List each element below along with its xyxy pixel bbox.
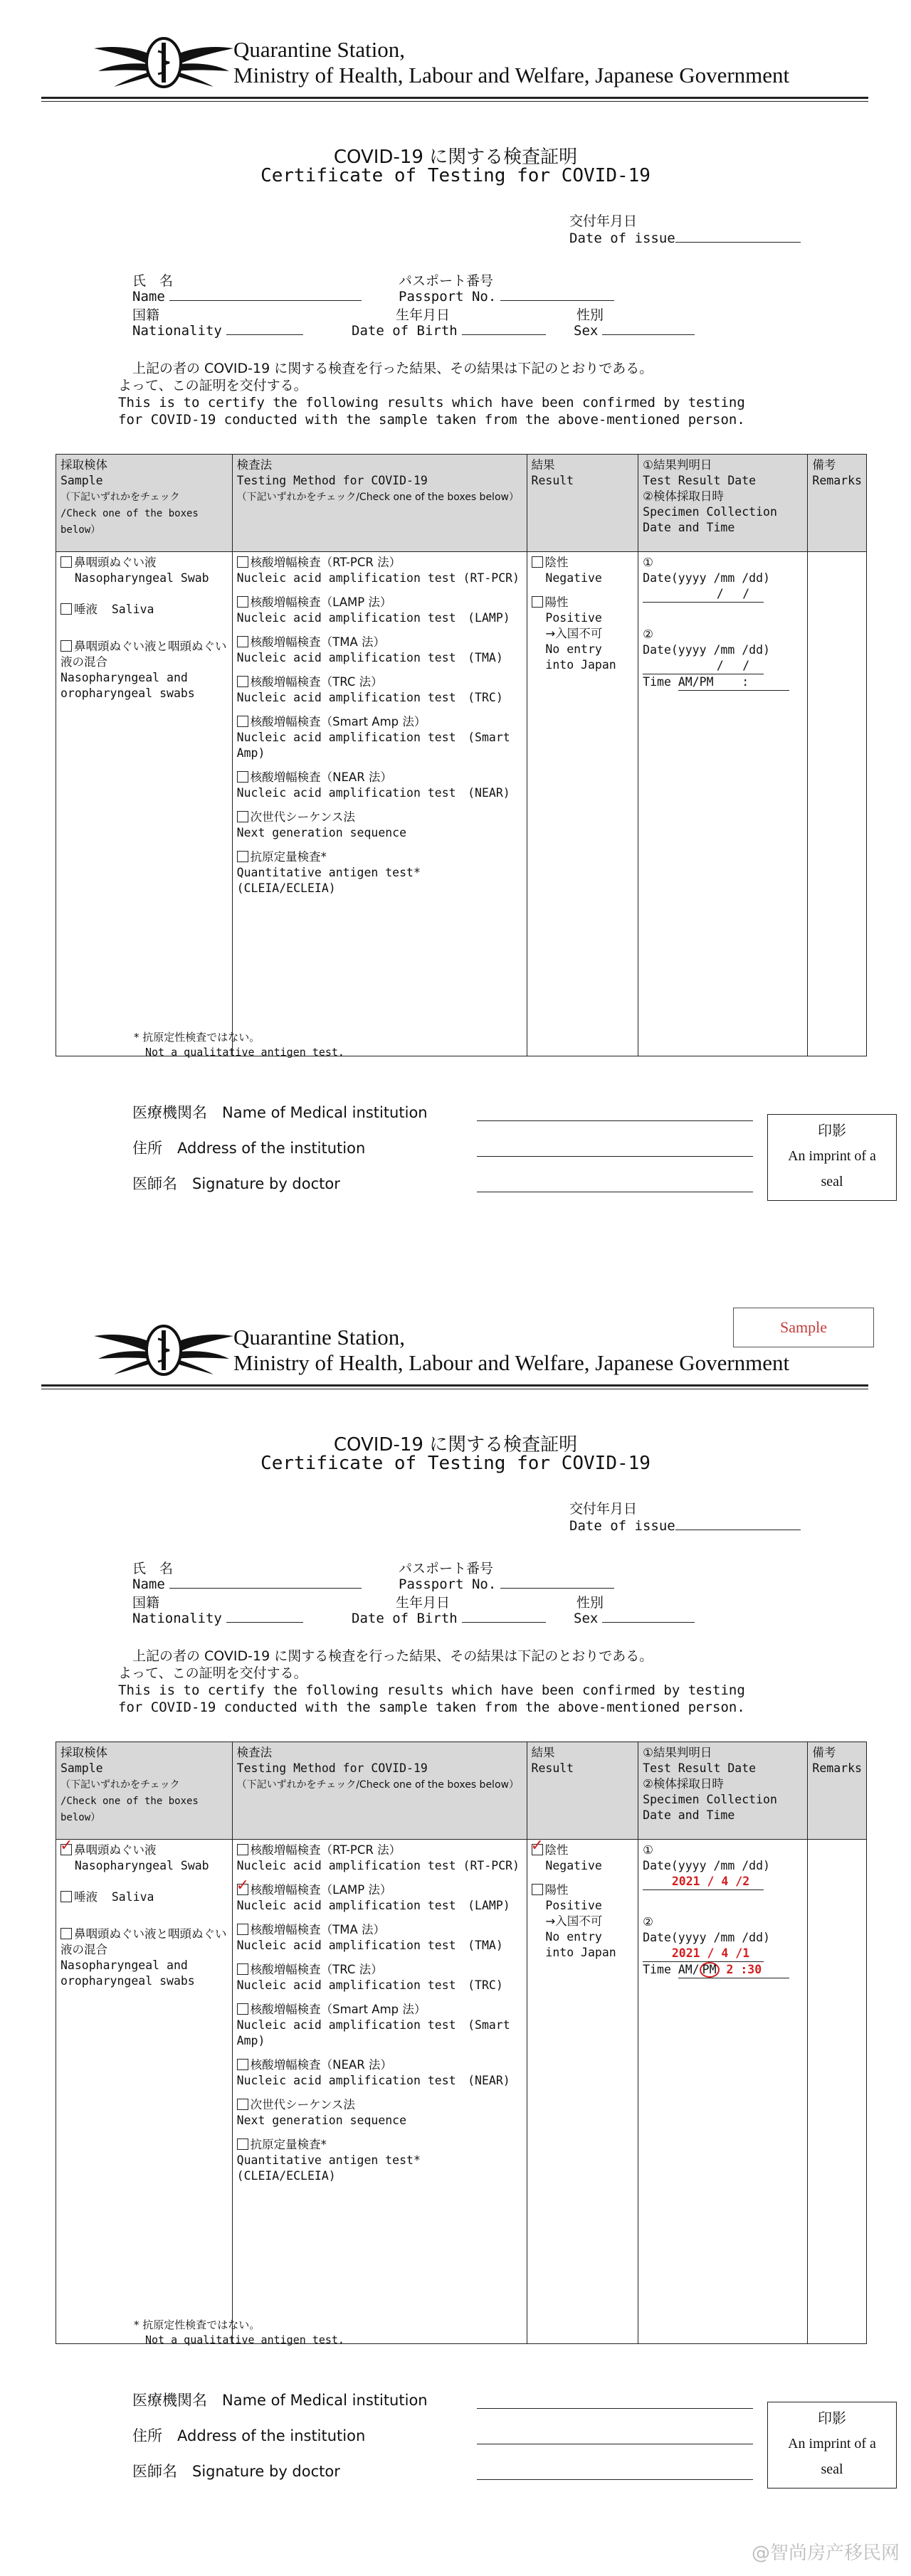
institution-name-line[interactable] (477, 2408, 753, 2409)
checkbox-checked[interactable] (60, 1837, 73, 1855)
date-header: ①結果判明日 Test Result Date ②検体採取日時 Specimen Collection Date and Time (638, 1742, 808, 1840)
result-option-positive[interactable]: 陽性 Positive →入国不可 No entry into Japan (532, 1882, 634, 1961)
name-field: Name (132, 287, 362, 304)
table-header-row (56, 455, 867, 552)
sex-field: Sex (574, 1609, 695, 1626)
sample-header: 採取検体 Sample （下記いずれかをチェック /Check one of the boxes below） (56, 1742, 233, 1840)
method-header: 検査法 Testing Method for COVID-19 （下記いずれかをチェック/Check one of the boxes below） (232, 455, 527, 552)
method-option-smartamp[interactable]: 核酸増幅検査（Smart Amp 法） Nucleic acid amplification test (Smart Amp) (236, 715, 510, 760)
collection-time-value: 2 :30 (726, 1963, 762, 1976)
sample-option-nasopharyngeal[interactable]: ✓ 鼻咽頭ぬぐい液 Nasopharyngeal Swab (60, 1837, 209, 1872)
result-option-negative[interactable]: ✓ 陰性 Negative (530, 1837, 602, 1872)
passport-label-jp: パスポート番号 (399, 1561, 494, 1576)
remarks-header: 備考 Remarks (808, 1742, 867, 1840)
remarks-cell[interactable] (808, 552, 867, 1056)
sex-label-jp: 性別 (576, 1595, 604, 1611)
method-option-antigen[interactable]: 抗原定量検査* Quantitative antigen test* (CLEIA/ECLEIA) (236, 2138, 421, 2183)
certificate-sample (0, 1288, 911, 2575)
checkbox[interactable] (237, 2099, 248, 2110)
remarks-cell[interactable] (808, 1840, 867, 2344)
checkbox[interactable] (60, 640, 72, 652)
sample-cell (56, 552, 233, 1056)
checkbox[interactable] (60, 603, 72, 615)
title-jp: COVID-19 に関する検査証明 (333, 1434, 578, 1456)
certification-statement: 上記の者の COVID-19 に関する検査を行った結果、その結果は下記のとおりである。 よって、この証明を交付する。 This is to certify the following results which have been confirmed by testing for COVID-19 conducted with the sample taken from the above-mentioned person. (118, 361, 745, 428)
institution-address-line[interactable] (477, 1156, 753, 1157)
checkbox-checked[interactable] (236, 1877, 250, 1895)
specimen-collection-time[interactable]: Time AM/PM : (643, 674, 803, 691)
result-option-negative[interactable]: 陰性 Negative (532, 555, 634, 586)
name-label-jp: 氏 名 (132, 1561, 174, 1576)
result-date-value: 2021 / 4 /2 (643, 1874, 764, 1890)
header-rule (41, 97, 868, 99)
specimen-collection-date[interactable]: ② Date(yyyy /mm /dd) 2021 / 4 /1 (643, 1914, 803, 1962)
checkbox[interactable] (237, 2059, 248, 2070)
result-cell (527, 552, 638, 1056)
station-title: Quarantine Station, Ministry of Health, Labour and Welfare, Japanese Government (233, 37, 790, 88)
method-option-near[interactable]: 核酸増幅検査（NEAR 法） Nucleic acid amplification test (NEAR) (236, 770, 510, 800)
results-table (56, 1742, 867, 2344)
checkbox-checked[interactable] (530, 1837, 544, 1855)
specimen-collection-date[interactable]: ② Date(yyyy /mm /dd) / / (643, 627, 803, 674)
certification-statement: 上記の者の COVID-19 に関する検査を行った結果、その結果は下記のとおりである。 よって、この証明を交付する。 This is to certify the following results which have been confirmed by testing for COVID-19 conducted with the sample taken from the above-mentioned person. (118, 1648, 745, 1715)
method-cell (232, 1840, 527, 2344)
method-header: 検査法 Testing Method for COVID-19 （下記いずれかをチェック/Check one of the boxes below） (232, 1742, 527, 1840)
collection-date-value: 2021 / 4 /1 (643, 1946, 764, 1962)
doctor-signature-label: 医師名 Signature by doctor (132, 1175, 340, 1192)
method-cell (232, 552, 527, 1056)
passport-line[interactable] (500, 1575, 614, 1589)
checkbox[interactable] (237, 716, 248, 727)
date-cell (638, 552, 808, 1056)
sample-option-saliva[interactable]: 唾液 Saliva (60, 1889, 228, 1905)
name-line[interactable] (169, 1575, 362, 1589)
watermark-text: @智尚房产移民网 (751, 2543, 900, 2564)
title-jp: COVID-19 に関する検査証明 (333, 147, 578, 168)
specimen-collection-time[interactable]: Time AM/ PM 2 :30 (643, 1962, 803, 1978)
sample-cell (56, 1837, 233, 2344)
passport-line[interactable] (500, 287, 614, 301)
institution-name-line[interactable] (477, 1120, 753, 1121)
sex-line[interactable] (602, 1609, 695, 1623)
method-option-near[interactable]: 核酸増幅検査（NEAR 法） Nucleic acid amplification test (NEAR) (236, 2058, 510, 2087)
method-option-ngs[interactable]: 次世代シーケンス法 Next generation sequence (236, 810, 407, 839)
dob-line[interactable] (462, 322, 546, 335)
sex-field: Sex (574, 322, 695, 339)
header-rule (41, 1384, 868, 1387)
checkbox[interactable] (60, 1891, 72, 1902)
method-option-lamp[interactable]: ✓ 核酸増幅検査（LAMP 法） Nucleic acid amplification test (LAMP) (236, 1877, 510, 1912)
table-header-row (56, 1742, 867, 1840)
nationality-line[interactable] (226, 1609, 303, 1623)
name-label-jp: 氏 名 (132, 273, 174, 289)
method-option-trc[interactable]: 核酸増幅検査（TRC 法） Nucleic acid amplification test (TRC) (236, 675, 503, 704)
sample-stamp: Sample (733, 1308, 874, 1347)
pm-circled-mark: PM (700, 1962, 720, 1978)
method-option-lamp[interactable]: 核酸増幅検査（LAMP 法） Nucleic acid amplification test (LAMP) (236, 595, 510, 625)
checkbox[interactable] (237, 1963, 248, 1975)
method-option-antigen[interactable]: 抗原定量検査* Quantitative antigen test* (CLEIA/ECLEIA) (236, 850, 421, 895)
seal-box[interactable]: 印影 An imprint of a seal (767, 1114, 897, 1201)
checkbox[interactable] (237, 556, 248, 568)
quarantine-emblem-icon (93, 36, 235, 90)
footnote-en: Not a qualitative antigen test. (145, 1046, 344, 1059)
institution-name-label: 医療機関名 Name of Medical institution (132, 1104, 428, 1121)
method-option-trc[interactable]: 核酸増幅検査（TRC 法） Nucleic acid amplification test (TRC) (236, 1963, 503, 1992)
name-field: Name (132, 1575, 362, 1592)
sample-option-mixed[interactable]: 鼻咽頭ぬぐい液と咽頭ぬぐい液の混合 Nasopharyngeal and oropharyngeal swabs (60, 1927, 227, 1988)
sample-option-nasopharyngeal[interactable]: 鼻咽頭ぬぐい液 Nasopharyngeal Swab (60, 555, 228, 586)
issue-label-jp: 交付年月日 (569, 213, 638, 229)
passport-field: Passport No. (399, 287, 614, 304)
checkbox[interactable] (237, 771, 248, 783)
red-checkmark-icon: ✓ (60, 1837, 73, 1855)
date-header: ①結果判明日 Test Result Date ②検体採取日時 Specimen Collection Date and Time (638, 455, 808, 552)
issue-label-en: Date of issue (569, 1517, 801, 1534)
dob-field: Date of Birth (352, 322, 546, 339)
checkbox[interactable] (237, 2003, 248, 2015)
seal-box[interactable]: 印影 An imprint of a seal (767, 2402, 897, 2488)
institution-address-label: 住所 Address of the institution (132, 2427, 366, 2444)
sample-header: 採取検体 Sample （下記いずれかをチェック /Check one of the boxes below） (56, 455, 233, 552)
dob-label-jp: 生年月日 (396, 307, 451, 323)
doctor-signature-label: 医師名 Signature by doctor (132, 2463, 340, 2480)
checkbox[interactable] (237, 636, 248, 647)
checkbox[interactable] (532, 1884, 543, 1895)
quarantine-emblem-icon (93, 1323, 235, 1377)
sample-option-saliva[interactable]: 唾液 Saliva (60, 602, 228, 618)
red-checkmark-icon: ✓ (530, 1837, 544, 1855)
checkbox[interactable] (237, 1844, 248, 1855)
checkbox[interactable] (60, 1928, 72, 1939)
document-header (85, 28, 883, 92)
result-option-positive[interactable]: 陽性 Positive →入国不可 No entry into Japan (532, 595, 634, 673)
method-option-ngs[interactable]: 次世代シーケンス法 Next generation sequence (236, 2098, 407, 2127)
checkbox[interactable] (237, 1924, 248, 1935)
nationality-field: Nationality (132, 1609, 303, 1626)
nationality-label-jp: 国籍 (132, 307, 160, 323)
test-result-date[interactable]: ① Date(yyyy /mm /dd) 2021 / 4 /2 (643, 1843, 803, 1890)
name-line[interactable] (169, 287, 362, 301)
nationality-label-jp: 国籍 (132, 1595, 160, 1611)
test-result-date[interactable]: ① Date(yyyy /mm /dd) / / (643, 555, 803, 603)
checkbox[interactable] (237, 851, 248, 862)
checkbox[interactable] (532, 596, 543, 608)
date-cell (638, 1840, 808, 2344)
nationality-field: Nationality (132, 322, 303, 339)
institution-name-label: 医療機関名 Name of Medical institution (132, 2392, 428, 2409)
title-en: Certificate of Testing for COVID-19 (260, 1453, 651, 1474)
issue-label-en: Date of issue (569, 229, 801, 246)
institution-address-label: 住所 Address of the institution (132, 1140, 366, 1157)
sample-option-mixed[interactable]: 鼻咽頭ぬぐい液と咽頭ぬぐい液の混合 Nasopharyngeal and oropharyngeal swabs (60, 640, 227, 700)
remarks-header: 備考 Remarks (808, 455, 867, 552)
checkbox[interactable] (237, 596, 248, 608)
checkbox[interactable] (532, 556, 543, 568)
issue-date-line[interactable] (675, 1517, 801, 1530)
station-title: Quarantine Station, Ministry of Health, Labour and Welfare, Japanese Government (233, 1325, 790, 1375)
footnote-jp: * 抗原定性検査ではない。 (134, 1031, 260, 1044)
results-table (56, 454, 867, 1056)
dob-line[interactable] (462, 1609, 546, 1623)
method-option-smartamp[interactable]: 核酸増幅検査（Smart Amp 法） Nucleic acid amplification test (Smart Amp) (236, 2003, 510, 2047)
footnote-jp: * 抗原定性検査ではない。 (134, 2318, 260, 2331)
issue-date-line[interactable] (675, 229, 801, 243)
passport-label-jp: パスポート番号 (399, 273, 494, 289)
method-option-rtpcr[interactable]: 核酸増幅検査（RT-PCR 法） Nucleic acid amplification test (RT-PCR) (236, 556, 520, 585)
checkbox[interactable] (237, 811, 248, 822)
checkbox[interactable] (60, 556, 72, 568)
result-header: 結果 Result (527, 1742, 638, 1840)
issue-label-jp: 交付年月日 (569, 1501, 638, 1517)
footnote-en: Not a qualitative antigen test. (145, 2333, 344, 2346)
checkbox[interactable] (237, 676, 248, 687)
doctor-signature-line[interactable] (477, 2479, 753, 2480)
nationality-line[interactable] (226, 322, 303, 335)
method-option-rtpcr[interactable]: 核酸増幅検査（RT-PCR 法） Nucleic acid amplification test (RT-PCR) (236, 1843, 520, 1872)
method-option-tma[interactable]: 核酸増幅検査（TMA 法） Nucleic acid amplification test (TMA) (236, 1923, 503, 1952)
red-checkmark-icon: ✓ (236, 1877, 250, 1894)
dob-field: Date of Birth (352, 1609, 546, 1626)
document-header (85, 1316, 883, 1380)
result-header: 結果 Result (527, 455, 638, 552)
method-option-tma[interactable]: 核酸増幅検査（TMA 法） Nucleic acid amplification test (TMA) (236, 635, 503, 664)
sex-line[interactable] (602, 322, 695, 335)
table-body-row (56, 1840, 867, 2344)
title-en: Certificate of Testing for COVID-19 (260, 165, 651, 186)
passport-field: Passport No. (399, 1575, 614, 1592)
sex-label-jp: 性別 (576, 307, 604, 323)
table-body-row (56, 552, 867, 1056)
checkbox[interactable] (237, 2138, 248, 2150)
header-rule-thin (41, 101, 868, 102)
dob-label-jp: 生年月日 (396, 1595, 451, 1611)
result-cell (527, 1837, 638, 2344)
